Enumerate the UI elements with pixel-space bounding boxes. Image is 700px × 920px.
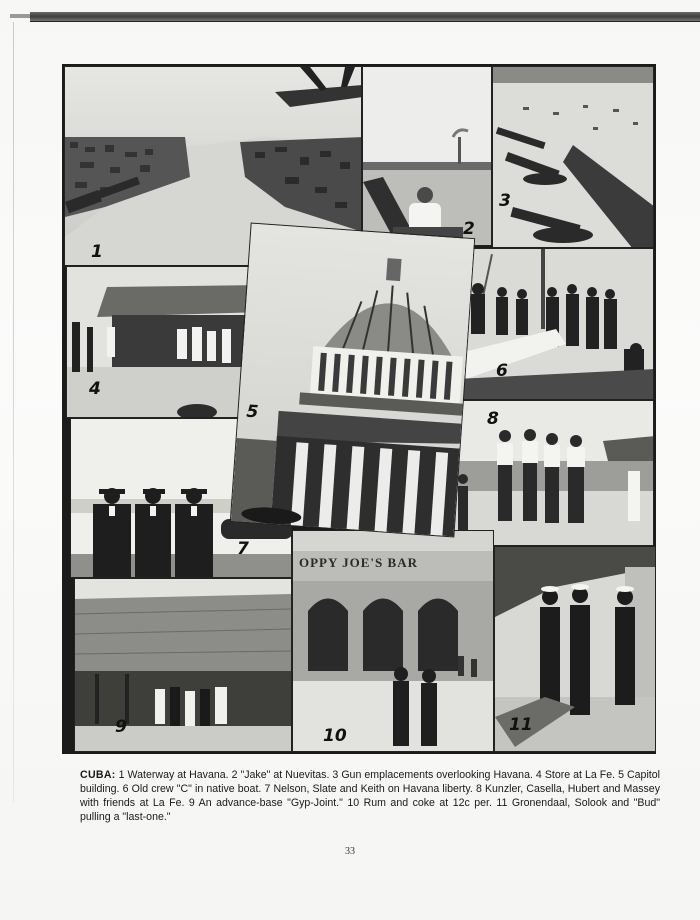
photo-rum-and-coke — [292, 530, 494, 752]
friends-photo-image — [433, 401, 654, 546]
photo-number: 9 — [115, 717, 127, 737]
photo-number: 7 — [237, 539, 249, 559]
binding-edge-left — [10, 14, 30, 18]
bar-sign: OPPY JOE'S BAR — [299, 555, 418, 570]
photo-jake-nuevitas — [362, 66, 492, 246]
caption-text: 1 Waterway at Havana. 2 "Jake" at Nuevitas. 3 Gun emplacements overlooking Havana. 4 Store at La Fe. 5 Capitol building. 6 Old crew "C" in native boat. 7 Nelson, Slate and Keith on Havana liberty. 8 Kunzler, Casella, Hubert and Massey with friends at La Fe. 9 An advance-base "Gyp-Joint." 10 Rum and coke at 12c per. 11 Gronendaal, Solook and "Bud" pulling a "last-one." — [80, 769, 660, 823]
binding-strip — [30, 12, 700, 22]
page-margin-shadow — [13, 22, 14, 802]
gyp-joint-photo-image — [75, 579, 292, 752]
photo-gyp-joint — [74, 578, 292, 752]
photo-caption — [80, 768, 660, 824]
photo-friends-la-fe — [432, 400, 654, 546]
photo-number: 2 — [463, 219, 475, 239]
photo-number: 1 — [91, 242, 103, 262]
photo-number: 6 — [496, 361, 508, 381]
photo-number: 11 — [509, 715, 533, 735]
gun-photo-image — [493, 67, 654, 248]
photo-gun-emplacements — [492, 66, 654, 248]
photo-crew-native-boat — [455, 248, 654, 400]
photo-store-la-fe — [66, 266, 262, 418]
page-number: 33 — [345, 846, 355, 857]
crew-boat-photo-image — [456, 249, 654, 400]
photo-number: 10 — [323, 726, 347, 746]
caption-lead: CUBA: — [80, 769, 116, 781]
photo-number: 5 — [245, 401, 260, 423]
photo-number: 3 — [499, 191, 511, 211]
capitol-photo-image — [231, 224, 475, 538]
photo-capitol-building — [230, 223, 475, 538]
photo-number: 8 — [487, 409, 499, 429]
photo-number: 4 — [89, 379, 101, 399]
photo-last-one — [494, 546, 656, 752]
